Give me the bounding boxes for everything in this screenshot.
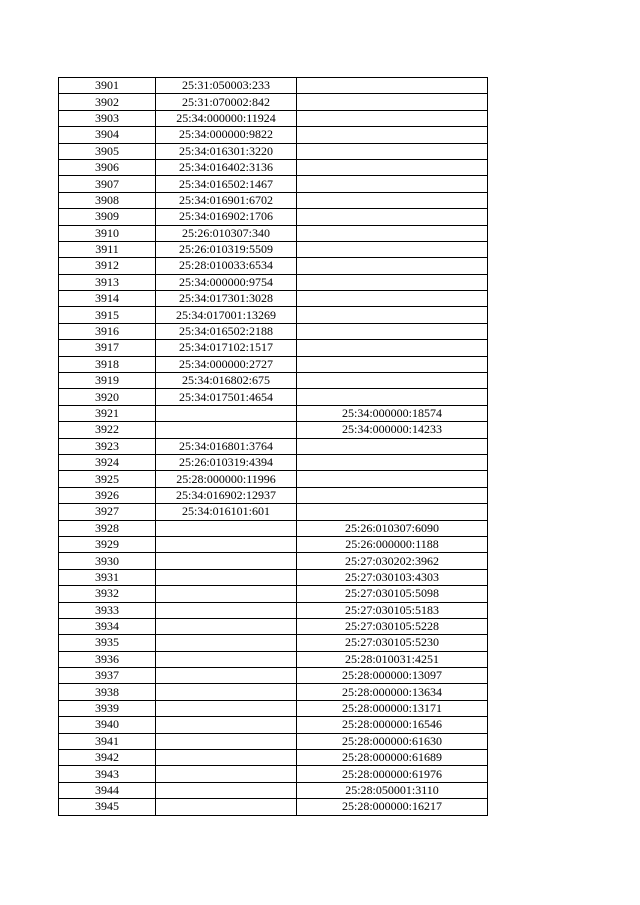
row-number-cell: 3932 <box>59 586 156 602</box>
table-row <box>59 340 488 356</box>
alt-cadastral-number-cell: 25:28:000000:13097 <box>297 668 488 684</box>
alt-cadastral-number-cell <box>297 307 488 323</box>
alt-cadastral-number-cell <box>297 159 488 175</box>
cadastral-number-cell: 25:34:017301:3028 <box>156 291 297 307</box>
cadastral-number-cell <box>156 750 297 766</box>
table-row <box>59 389 488 405</box>
alt-cadastral-number-cell <box>297 241 488 257</box>
table-row <box>59 143 488 159</box>
row-number-cell: 3929 <box>59 536 156 552</box>
cadastral-number-cell: 25:34:000000:9754 <box>156 274 297 290</box>
alt-cadastral-number-cell: 25:28:000000:13171 <box>297 700 488 716</box>
table-row <box>59 274 488 290</box>
row-number-cell: 3921 <box>59 405 156 421</box>
table-row <box>59 454 488 470</box>
cadastral-number-cell <box>156 799 297 815</box>
table-row <box>59 225 488 241</box>
table-row <box>59 618 488 634</box>
alt-cadastral-number-cell <box>297 192 488 208</box>
cadastral-number-cell: 25:34:016502:1467 <box>156 176 297 192</box>
alt-cadastral-number-cell: 25:26:000000:1188 <box>297 536 488 552</box>
table-body <box>59 78 488 816</box>
cadastral-number-cell: 25:26:010319:5509 <box>156 241 297 257</box>
cadastral-number-cell: 25:34:017102:1517 <box>156 340 297 356</box>
row-number-cell: 3940 <box>59 717 156 733</box>
row-number-cell: 3926 <box>59 487 156 503</box>
alt-cadastral-number-cell <box>297 143 488 159</box>
table-row <box>59 176 488 192</box>
alt-cadastral-number-cell <box>297 209 488 225</box>
table-row <box>59 750 488 766</box>
row-number-cell: 3936 <box>59 651 156 667</box>
row-number-cell: 3920 <box>59 389 156 405</box>
row-number-cell: 3928 <box>59 520 156 536</box>
table-row <box>59 422 488 438</box>
alt-cadastral-number-cell <box>297 110 488 126</box>
cadastral-number-cell <box>156 651 297 667</box>
table-row <box>59 323 488 339</box>
cadastral-number-cell <box>156 733 297 749</box>
table-row <box>59 127 488 143</box>
alt-cadastral-number-cell <box>297 176 488 192</box>
row-number-cell: 3916 <box>59 323 156 339</box>
row-number-cell: 3944 <box>59 782 156 798</box>
cadastral-number-cell: 25:34:017501:4654 <box>156 389 297 405</box>
alt-cadastral-number-cell <box>297 389 488 405</box>
alt-cadastral-number-cell: 25:27:030105:5183 <box>297 602 488 618</box>
table-row <box>59 110 488 126</box>
alt-cadastral-number-cell <box>297 258 488 274</box>
table-row <box>59 668 488 684</box>
table-row <box>59 438 488 454</box>
alt-cadastral-number-cell <box>297 471 488 487</box>
table-row <box>59 78 488 94</box>
alt-cadastral-number-cell: 25:28:000000:16546 <box>297 717 488 733</box>
row-number-cell: 3901 <box>59 78 156 94</box>
row-number-cell: 3935 <box>59 635 156 651</box>
row-number-cell: 3903 <box>59 110 156 126</box>
alt-cadastral-number-cell: 25:27:030105:5230 <box>297 635 488 651</box>
table-row <box>59 536 488 552</box>
alt-cadastral-number-cell: 25:28:000000:16217 <box>297 799 488 815</box>
table-row <box>59 192 488 208</box>
table-row <box>59 487 488 503</box>
table-row <box>59 651 488 667</box>
alt-cadastral-number-cell <box>297 127 488 143</box>
table-row <box>59 717 488 733</box>
alt-cadastral-number-cell: 25:27:030105:5098 <box>297 586 488 602</box>
table-row <box>59 159 488 175</box>
cadastral-number-cell: 25:34:016101:601 <box>156 504 297 520</box>
row-number-cell: 3941 <box>59 733 156 749</box>
row-number-cell: 3910 <box>59 225 156 241</box>
cadastral-number-cell: 25:28:000000:11996 <box>156 471 297 487</box>
row-number-cell: 3902 <box>59 94 156 110</box>
alt-cadastral-number-cell <box>297 487 488 503</box>
table-row <box>59 635 488 651</box>
row-number-cell: 3931 <box>59 569 156 585</box>
alt-cadastral-number-cell <box>297 94 488 110</box>
alt-cadastral-number-cell <box>297 504 488 520</box>
table-row <box>59 356 488 372</box>
alt-cadastral-number-cell: 25:26:010307:6090 <box>297 520 488 536</box>
table-row <box>59 307 488 323</box>
alt-cadastral-number-cell: 25:28:050001:3110 <box>297 782 488 798</box>
alt-cadastral-number-cell <box>297 274 488 290</box>
cadastral-number-cell: 25:34:016802:675 <box>156 373 297 389</box>
alt-cadastral-number-cell: 25:28:010031:4251 <box>297 651 488 667</box>
cadastral-number-cell <box>156 602 297 618</box>
row-number-cell: 3923 <box>59 438 156 454</box>
table-row <box>59 684 488 700</box>
table-row <box>59 586 488 602</box>
cadastral-number-cell <box>156 668 297 684</box>
row-number-cell: 3937 <box>59 668 156 684</box>
row-number-cell: 3911 <box>59 241 156 257</box>
cadastral-number-cell: 25:34:016502:2188 <box>156 323 297 339</box>
alt-cadastral-number-cell: 25:34:000000:14233 <box>297 422 488 438</box>
table-row <box>59 504 488 520</box>
alt-cadastral-number-cell: 25:27:030103:4303 <box>297 569 488 585</box>
cadastral-number-cell: 25:34:016402:3136 <box>156 159 297 175</box>
cadastral-number-cell <box>156 422 297 438</box>
cadastral-number-cell <box>156 569 297 585</box>
cadastral-number-cell: 25:34:016901:6702 <box>156 192 297 208</box>
row-number-cell: 3934 <box>59 618 156 634</box>
alt-cadastral-number-cell <box>297 454 488 470</box>
table-row <box>59 766 488 782</box>
row-number-cell: 3913 <box>59 274 156 290</box>
cadastral-number-cell <box>156 586 297 602</box>
row-number-cell: 3906 <box>59 159 156 175</box>
alt-cadastral-number-cell <box>297 373 488 389</box>
table-row <box>59 799 488 815</box>
table-row <box>59 94 488 110</box>
alt-cadastral-number-cell <box>297 291 488 307</box>
cadastral-number-cell: 25:34:017001:13269 <box>156 307 297 323</box>
cadastral-number-cell <box>156 782 297 798</box>
row-number-cell: 3905 <box>59 143 156 159</box>
row-number-cell: 3924 <box>59 454 156 470</box>
row-number-cell: 3912 <box>59 258 156 274</box>
alt-cadastral-number-cell <box>297 356 488 372</box>
row-number-cell: 3922 <box>59 422 156 438</box>
table-row <box>59 700 488 716</box>
table-row <box>59 258 488 274</box>
row-number-cell: 3927 <box>59 504 156 520</box>
cadastral-number-cell <box>156 520 297 536</box>
alt-cadastral-number-cell: 25:27:030105:5228 <box>297 618 488 634</box>
table-row <box>59 520 488 536</box>
cadastral-number-cell: 25:34:000000:9822 <box>156 127 297 143</box>
cadastral-number-cell: 25:34:016902:12937 <box>156 487 297 503</box>
table-row <box>59 471 488 487</box>
table-row <box>59 733 488 749</box>
cadastral-number-cell: 25:26:010319:4394 <box>156 454 297 470</box>
row-number-cell: 3925 <box>59 471 156 487</box>
table-row <box>59 291 488 307</box>
row-number-cell: 3933 <box>59 602 156 618</box>
cadastral-number-cell: 25:34:000000:2727 <box>156 356 297 372</box>
cadastral-number-cell <box>156 684 297 700</box>
cadastral-number-cell: 25:34:016301:3220 <box>156 143 297 159</box>
cadastral-number-table <box>58 77 488 816</box>
alt-cadastral-number-cell <box>297 438 488 454</box>
row-number-cell: 3938 <box>59 684 156 700</box>
alt-cadastral-number-cell: 25:28:000000:61689 <box>297 750 488 766</box>
table-row <box>59 209 488 225</box>
row-number-cell: 3907 <box>59 176 156 192</box>
cadastral-number-cell <box>156 766 297 782</box>
table-row <box>59 553 488 569</box>
table-row <box>59 241 488 257</box>
alt-cadastral-number-cell: 25:34:000000:18574 <box>297 405 488 421</box>
row-number-cell: 3945 <box>59 799 156 815</box>
table-row <box>59 373 488 389</box>
cadastral-number-cell: 25:34:016902:1706 <box>156 209 297 225</box>
row-number-cell: 3915 <box>59 307 156 323</box>
cadastral-number-cell: 25:34:016801:3764 <box>156 438 297 454</box>
alt-cadastral-number-cell <box>297 323 488 339</box>
cadastral-number-cell: 25:26:010307:340 <box>156 225 297 241</box>
table-row <box>59 569 488 585</box>
table-row <box>59 405 488 421</box>
cadastral-number-cell <box>156 717 297 733</box>
row-number-cell: 3917 <box>59 340 156 356</box>
alt-cadastral-number-cell <box>297 340 488 356</box>
row-number-cell: 3943 <box>59 766 156 782</box>
cadastral-number-cell <box>156 700 297 716</box>
cadastral-number-cell <box>156 618 297 634</box>
cadastral-number-cell: 25:28:010033:6534 <box>156 258 297 274</box>
row-number-cell: 3908 <box>59 192 156 208</box>
row-number-cell: 3942 <box>59 750 156 766</box>
row-number-cell: 3918 <box>59 356 156 372</box>
cadastral-number-cell <box>156 553 297 569</box>
cadastral-number-cell: 25:34:000000:11924 <box>156 110 297 126</box>
table-row <box>59 602 488 618</box>
row-number-cell: 3919 <box>59 373 156 389</box>
cadastral-number-cell: 25:31:070002:842 <box>156 94 297 110</box>
alt-cadastral-number-cell: 25:28:000000:13634 <box>297 684 488 700</box>
row-number-cell: 3930 <box>59 553 156 569</box>
alt-cadastral-number-cell: 25:27:030202:3962 <box>297 553 488 569</box>
alt-cadastral-number-cell <box>297 225 488 241</box>
cadastral-number-cell <box>156 635 297 651</box>
row-number-cell: 3939 <box>59 700 156 716</box>
row-number-cell: 3909 <box>59 209 156 225</box>
row-number-cell: 3904 <box>59 127 156 143</box>
table-row <box>59 782 488 798</box>
cadastral-number-cell <box>156 536 297 552</box>
alt-cadastral-number-cell <box>297 78 488 94</box>
cadastral-number-cell: 25:31:050003:233 <box>156 78 297 94</box>
alt-cadastral-number-cell: 25:28:000000:61630 <box>297 733 488 749</box>
cadastral-number-cell <box>156 405 297 421</box>
alt-cadastral-number-cell: 25:28:000000:61976 <box>297 766 488 782</box>
row-number-cell: 3914 <box>59 291 156 307</box>
